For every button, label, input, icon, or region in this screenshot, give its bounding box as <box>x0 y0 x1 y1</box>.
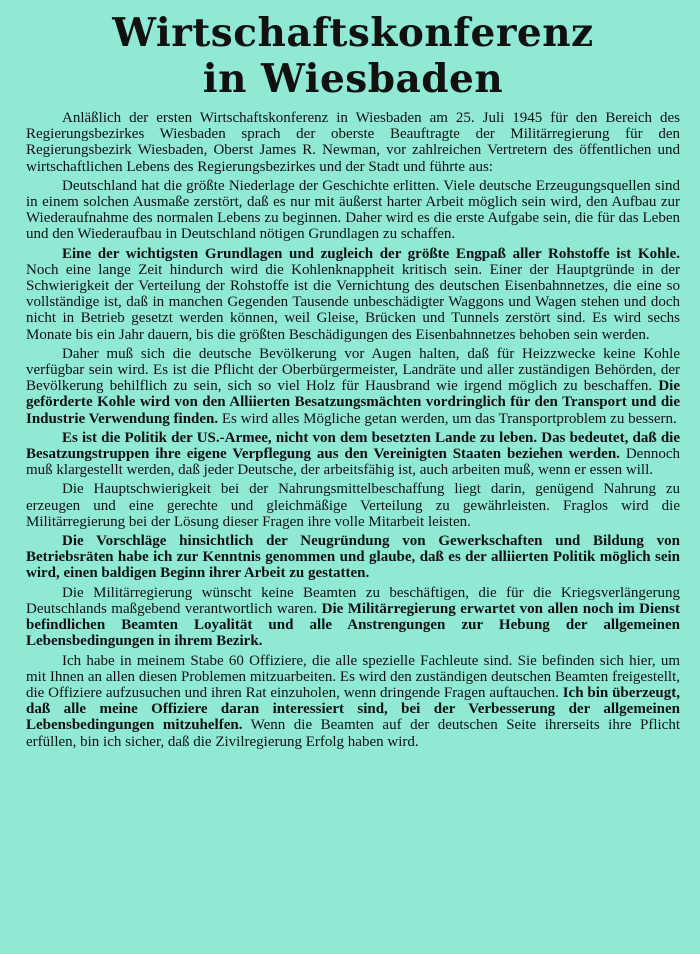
title-line-2: in Wiesbaden <box>202 56 504 102</box>
bold-text-run: Die Vorschläge hinsichtlich der Neugründung von Gewerkschaften und Bildung von Betriebsräten habe ich zur Kenntnis genommen und glaube, daß es der alliierten Politik möglich sein wird, einen baldigen Beginn ihrer Arbeit zu gestatten. <box>26 533 680 582</box>
bold-text-run: Eine der wichtigsten Grundlagen und zugleich der größte Engpaß aller Rohstoffe ist Kohle. <box>62 245 680 262</box>
text-run: Dennoch muß klargestellt werden, daß jeder Deutsche, der arbeitsfähig ist, auch arbeiten muß, wenn er essen will. <box>26 446 680 479</box>
text-run: Die Militärregierung wünscht keine Beamten zu beschäftigen, die für die Kriegsverlängerung Deutschlands maßgebend verantwortlich waren. <box>26 584 680 617</box>
bold-text-run: Die geförderte Kohle wird von den Alliierten Besatzungsmächten vordringlich für den Transport und die Industrie Verwendung finden. <box>26 378 680 427</box>
text-run: Anläßlich der ersten Wirtschaftskonferenz in Wiesbaden am 25. Juli 1945 für den Bereich des Regierungsbezirkes Wiesbaden sprach der oberste Beauftragte der Militärregierung für den Regierungsbezirk Wiesbaden, Oberst James R. Newman, vor zahlreichen Vertretern des öffentlichen und wirtschaftlichen Lebens des Regierungsbezirkes und der Stadt und führte aus: <box>26 110 680 175</box>
paragraph <box>26 430 680 479</box>
paragraph <box>26 110 680 175</box>
bold-text-run: Ich bin überzeugt, daß alle meine Offiziere daran interessiert sind, bei der Verbesserung der allgemeinen Lebensbedingungen mitzuhelfen. <box>26 684 680 734</box>
paragraph <box>26 481 680 530</box>
text-run: Ich habe in meinem Stabe 60 Offiziere, die alle spezielle Fachleute sind. Sie befinden sich hier, um mit Ihnen an allen diesen Problemen mitzuarbeiten. Es wird den zuständigen deutschen Beamten freigestellt, die Offiziere aufzusuchen und ihren Rat einzuholen, wenn dringende Fragen auftauchen. <box>26 652 680 701</box>
paragraph <box>26 246 680 343</box>
bold-text-run: Die Militärregierung erwartet von allen noch im Dienst befindlichen Beamten Loyalität und alle Anstrengungen zur Hebung der allgemeinen Lebensbedingungen in ihrem Bezirk. <box>26 600 680 650</box>
paragraph <box>26 533 680 582</box>
text-run: Es wird alles Mögliche getan werden, um das Transportproblem zu bessern. <box>218 410 677 427</box>
paragraph <box>26 178 680 243</box>
page-title <box>26 10 680 102</box>
title-line-1: Wirtschaftskonferenz <box>112 10 594 56</box>
text-run: Noch eine lange Zeit hindurch wird die Kohlenknappheit kritisch sein. Einer der Hauptgründe in der Schwierigkeit der Verteilung der Rohstoffe ist die Vernichtung des deutschen Eisenbahnnetzes, die eine so vollständige ist, daß in manchen Gegenden Tausende unbeschädigter Waggons und Wagen stehen und doch nicht in Betrieb gesetzt werden können, weil Gleise, Brücken und Tunnels zerstört sind. Es wird sechs Monate bis ein Jahr dauern, bis die größten Beschädigungen des Eisenbahnnetzes behoben sein werden. <box>26 261 680 343</box>
text-run: Deutschland hat die größte Niederlage der Geschichte erlitten. Viele deutsche Erzeugungsquellen sind in einem solchen Ausmaße zerstört, daß es nur mit äußerst harter Arbeit möglich sein wird, den Aufbau zur Wiederaufnahme des normalen Lebens zu beginnen. Daher wird es die erste Aufgabe sein, die für das Leben und den Wiederaufbau in Deutschland nötigen Grundlagen zu schaffen. <box>26 177 680 243</box>
text-run: Die Hauptschwierigkeit bei der Nahrungsmittelbeschaffung liegt darin, genügend Nahrung zu erzeugen und eine gerechte und gleichmäßige Verteilung zu gewährleisten. Fraglos wird die Militärregierung bei der Lösung dieser Fragen ihre volle Mitarbeit leisten. <box>26 481 680 530</box>
paragraph <box>26 585 680 650</box>
bold-text-run: Es ist die Politik der US.-Armee, nicht von dem besetzten Lande zu leben. Das bedeutet, daß die Besatzungstruppen ihre eigene Verpflegung aus den Vereinigten Staaten beziehen werden. <box>26 429 680 463</box>
paragraph <box>26 653 680 750</box>
article-body <box>26 110 680 750</box>
text-run: Daher muß sich die deutsche Bevölkerung vor Augen halten, daß für Heizzwecke keine Kohle verfügbar sein wird. Es ist die Pflicht der Oberbürgermeister, Landräte und aller zuständigen Behörden, der Bevölkerung behilflich zu sein, sich so viel Holz für Hausbrand wie irgend möglich zu beschaffen. <box>26 345 680 395</box>
text-run: Wenn die Beamten auf der deutschen Seite ihrerseits ihre Pflicht erfüllen, bin ich sicher, daß die Zivilregierung Erfolg haben wird. <box>26 717 680 750</box>
paragraph <box>26 346 680 427</box>
